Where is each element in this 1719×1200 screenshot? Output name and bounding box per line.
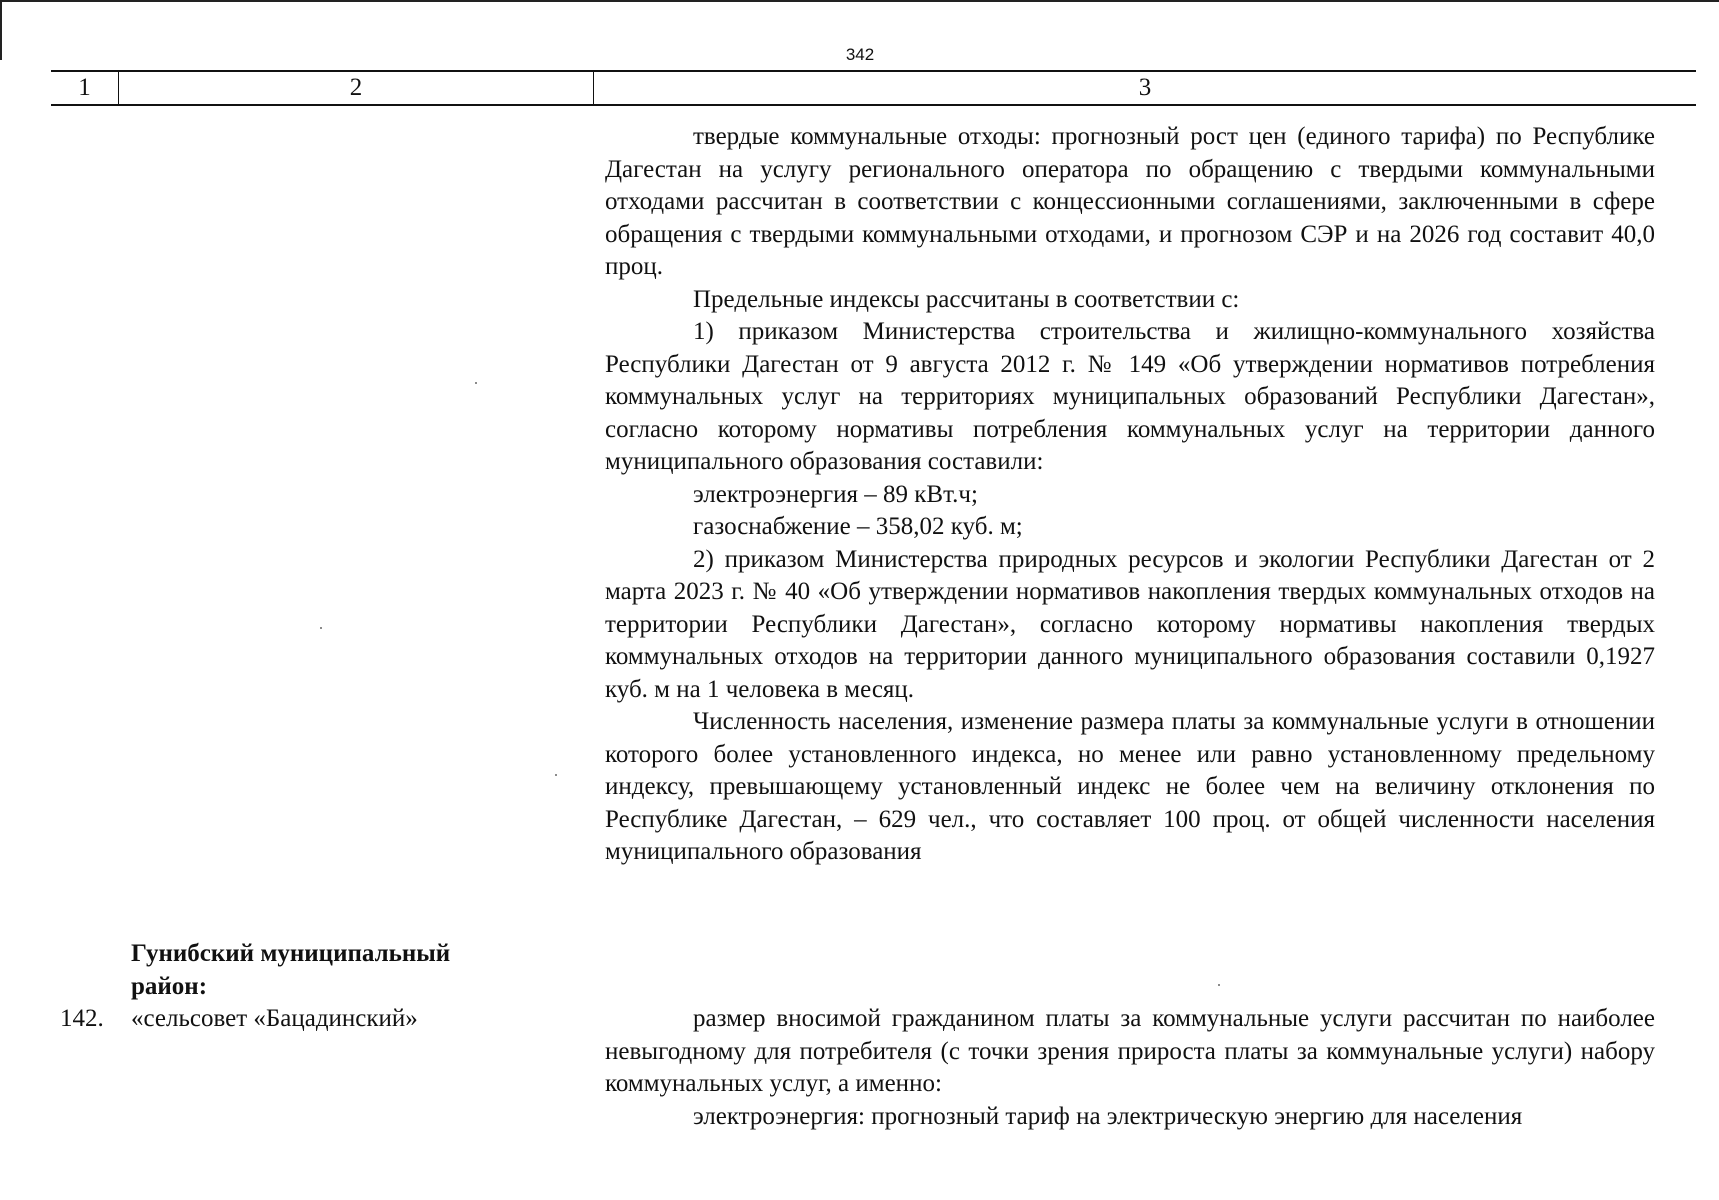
row-number: 142.	[60, 1005, 104, 1032]
paragraph-electricity-tariff: электроэнергия: прогнозный тариф на электрическую энергию для населения	[693, 1102, 1523, 1130]
column-header-3: 3	[1138, 74, 1152, 101]
column-header-row	[51, 70, 1696, 106]
scan-top-edge	[0, 0, 1719, 2]
paragraph-electricity-norm: электроэнергия – 89 кВт.ч;	[693, 480, 978, 508]
page-number: 342	[845, 45, 875, 64]
scan-speck	[555, 774, 557, 776]
column3-text-block-2	[605, 1003, 1655, 1133]
column3-text-block-1	[605, 121, 1655, 869]
paragraph-gas-norm: газоснабжение – 358,02 куб. м;	[693, 513, 1023, 540]
scan-speck	[1218, 984, 1220, 986]
paragraph-order-1: 1) приказом Министерства строительства и жилищно-коммунального хозяйства Республики Дагестан от 9 августа 2012 г. № 149 «Об утверждении нормативов потребления коммунальных услуг на территориях муниципальных образований Республики Дагестан», согласно которому нормативы потребления коммунальных услуг на территории данного муниципального образования составили:	[605, 318, 1655, 475]
scan-speck	[475, 382, 477, 384]
row-municipality-name: «сельсовет «Бацадинский»	[131, 1005, 418, 1032]
paragraph-limit-indexes: Предельные индексы рассчитаны в соответствии с:	[693, 285, 1240, 313]
district-title: Гунибский муниципальный район:	[131, 940, 451, 1000]
scan-left-edge	[0, 0, 2, 60]
paragraph-population: Численность населения, изменение размера платы за коммунальные услуги в отношении которого более установленного индекса, но менее или равно установленному предельному индексу, превышающему установленный индекс не более чем на величину отклонения по Республике Дагестан, – 629 чел., что составляет 100 проц. от общей численности населения муниципального образования	[605, 708, 1655, 865]
scan-speck	[320, 627, 322, 629]
paragraph-payment-size: размер вносимой гражданином платы за коммунальные услуги рассчитан по наиболее невыгодному для потребителя (с точки зрения прироста платы за коммунальные услуги) набору коммунальных услуг, а именно:	[605, 1005, 1655, 1097]
paragraph-msw-tariff: твердые коммунальные отходы: прогнозный рост цен (единого тарифа) по Республике Дагестан на услугу регионального оператора по обращению с твердыми коммунальными отходами рассчитан в соответствии с концессионными соглашениями, заключенными в сфере обращения с твердыми коммунальными отходами, и прогнозом СЭР и на 2026 год составит 40,0 проц.	[605, 123, 1655, 280]
column-header-2: 2	[119, 72, 594, 104]
column-header-1: 1	[51, 72, 119, 104]
paragraph-order-2: 2) приказом Министерства природных ресурсов и экологии Республики Дагестан от 2 марта 2023 г. № 40 «Об утверждении нормативов накопления твердых коммунальных отходов на территории Республики Дагестан», согласно которому нормативы накопления твердых коммунальных отходов на территории данного муниципального образования составили 0,1927 куб. м на 1 человека в месяц.	[605, 545, 1655, 703]
